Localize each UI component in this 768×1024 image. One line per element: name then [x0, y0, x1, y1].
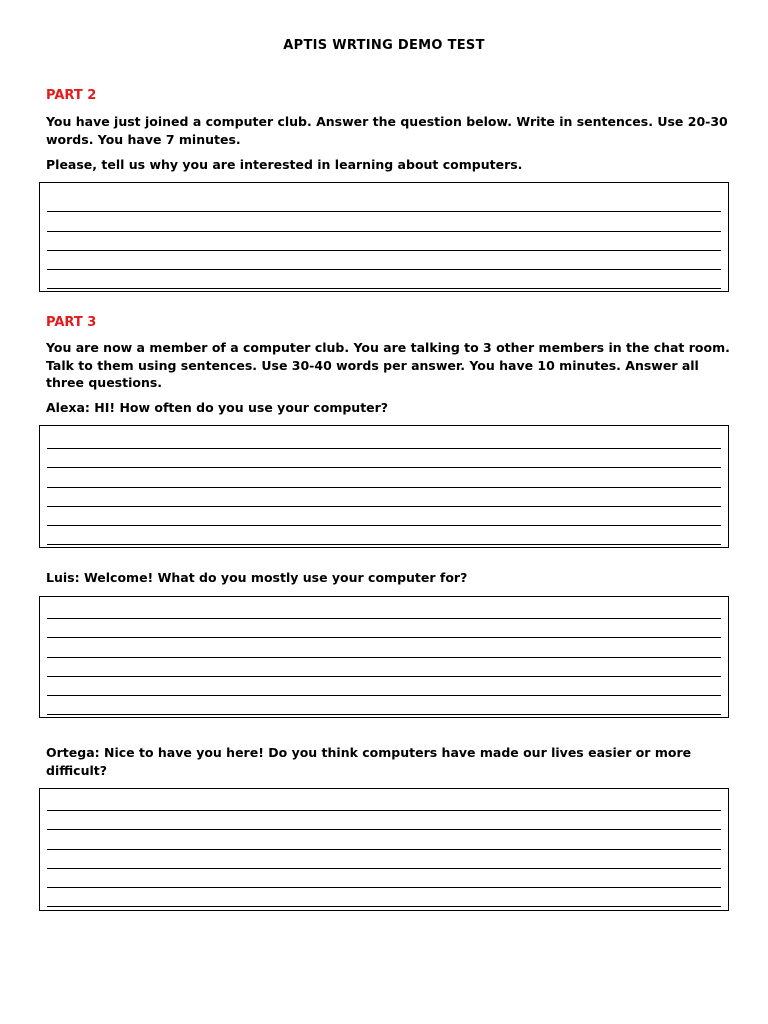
answer-line — [47, 868, 721, 869]
luis-answer-box[interactable] — [39, 596, 729, 718]
part2-heading: PART 2 — [46, 88, 97, 103]
answer-line — [47, 829, 721, 830]
answer-line — [47, 637, 721, 638]
question-alexa: Alexa: HI! How often do you use your computer? — [46, 400, 389, 415]
answer-line — [47, 231, 721, 232]
answer-line — [47, 211, 721, 212]
answer-line — [47, 250, 721, 251]
answer-line — [47, 448, 721, 449]
alexa-answer-box[interactable] — [39, 425, 729, 548]
ortega-answer-box[interactable] — [39, 788, 729, 911]
part2-instructions: You have just joined a computer club. Answer the question below. Write in sentences. Use 20-30 words. You have 7 minutes. — [46, 114, 728, 147]
part2-answer-box[interactable] — [39, 182, 729, 292]
answer-line — [47, 467, 721, 468]
answer-line — [47, 288, 721, 289]
answer-line — [47, 525, 721, 526]
answer-line — [47, 506, 721, 507]
answer-line — [47, 810, 721, 811]
answer-line — [47, 887, 721, 888]
question-luis: Luis: Welcome! What do you mostly use your computer for? — [46, 570, 468, 585]
answer-line — [47, 657, 721, 658]
answer-line — [47, 849, 721, 850]
page-title: APTIS WRTING DEMO TEST — [283, 38, 485, 53]
answer-line — [47, 695, 721, 696]
answer-line — [47, 544, 721, 545]
answer-line — [47, 487, 721, 488]
part2-question: Please, tell us why you are interested in learning about computers. — [46, 157, 523, 172]
answer-line — [47, 714, 721, 715]
part3-heading: PART 3 — [46, 315, 97, 330]
part3-instructions: You are now a member of a computer club. You are talking to 3 other members in the chat room. Talk to them using sentences. Use 30-40 words per answer. You have 10 minutes. Answer all three questions. — [46, 340, 730, 390]
answer-line — [47, 618, 721, 619]
answer-line — [47, 906, 721, 907]
question-ortega: Ortega: Nice to have you here! Do you think computers have made our lives easier or more difficult? — [46, 745, 692, 778]
answer-line — [47, 676, 721, 677]
answer-line — [47, 269, 721, 270]
